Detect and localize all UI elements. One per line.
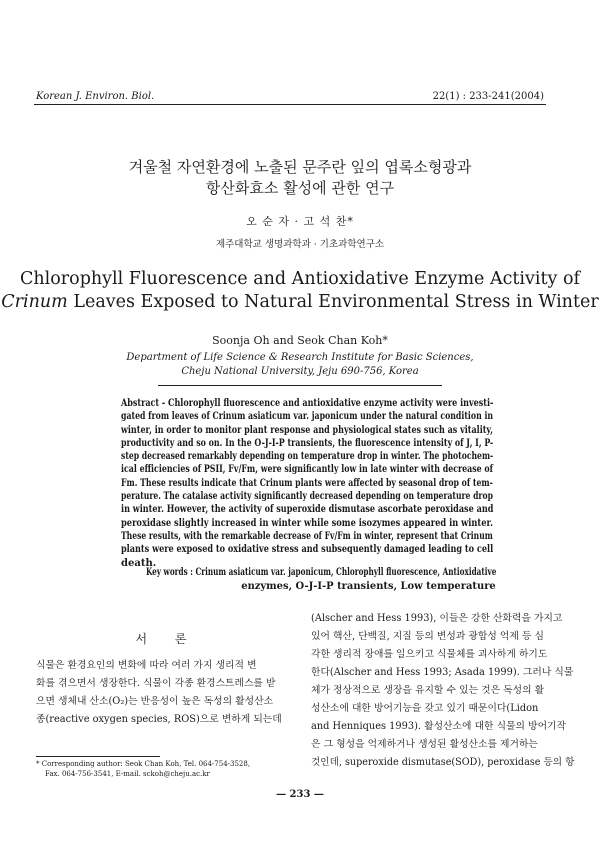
english-title-line2 — [0, 291, 600, 313]
abstract-line: death. — [121, 557, 157, 569]
body-line: 성산소에 대한 방어기능을 갖고 있기 때문이다(Lidon — [311, 703, 539, 714]
abstract-line: peroxidase slightly increased in winter while some isozymes appeared in winter. — [121, 517, 494, 529]
body-line: 화를 겪으면서 생장한다. 식물이 각종 환경스트레스를 받 — [36, 678, 276, 689]
body-right-column — [311, 610, 574, 772]
issue-info: 22(1) : 233-241(2004) — [432, 91, 544, 102]
abstract-line: winter, in order to monitor plant response and physiological states such as vitality, — [121, 424, 494, 436]
body-line: 으면 생체내 산소(O₂)는 반응성이 높은 독성의 활성산소 — [36, 696, 274, 707]
footnote-line1: * Corresponding author: Seok Chan Koh, Tel. 064-754-3528, — [36, 760, 251, 768]
english-title-line2-rest: Leaves Exposed to Natural Environmental Stress in Winter — [67, 292, 599, 312]
abstract-line: plants were exposed to oxidative stress and subsequently damaged leading to cell — [121, 544, 494, 556]
abstract-line: in winter. However, the activity of superoxide dismutase ascorbate peroxidase and — [121, 504, 494, 516]
header-rule — [34, 104, 546, 105]
keywords-line2: enzymes, O-J-I-P transients, Low temperature — [241, 580, 496, 592]
english-authors: Soonja Oh and Seok Chan Koh* — [212, 334, 388, 347]
korean-title-line1: 겨울철 자연환경에 노출된 문주란 잎의 엽록소형광과 — [128, 158, 472, 176]
body-line: 것인데, superoxide dismutase(SOD), peroxidase 등의 항 — [311, 757, 575, 768]
body-line: 한다(Alscher and Hess 1993; Asada 1999). 그러나 식물 — [311, 667, 574, 678]
section-heading: 서 론 — [135, 632, 199, 646]
english-affiliation-line1: Department of Life Science & Research Institute for Basic Sciences, — [126, 352, 474, 363]
body-line: 종(reactive oxygen species, ROS)으로 변하게 되는데 — [36, 714, 282, 725]
abstract-line: productivity and so on. In the O-J-I-P transients, the fluorescence intensity of J, I, P- — [121, 437, 494, 449]
abstract-line: These results, with the remarkable decrease of Fv/Fm in winter, represent that Crinum — [121, 530, 493, 542]
abstract-line: gated from leaves of Crinum asiaticum var. japonicum under the natural condition in — [121, 411, 494, 423]
body-line: and Henniques 1993). 활성산소에 대한 식물의 방어기작 — [311, 721, 566, 732]
body-line: 있어 핵산, 단백질, 지질 등의 변성과 광합성 억제 등 심 — [311, 631, 544, 642]
keywords-line1: Key words : Crinum asiaticum var. japonicum, Chlorophyll fluorescence, Antioxidative — [146, 567, 497, 578]
english-title-line1: Chlorophyll Fluorescence and Antioxidative Enzyme Activity of — [20, 269, 580, 289]
footnote-line2: Fax. 064-756-3541, E-mail. sckoh@cheju.ac.kr — [45, 769, 210, 778]
korean-title-line2: 항산화효소 활성에 관한 연구 — [205, 179, 395, 197]
body-line: 각한 생리적 장애를 일으키고 식물체를 괴사하게 하기도 — [311, 649, 548, 660]
abstract-rule — [158, 385, 442, 386]
footnote-rule — [36, 756, 160, 757]
english-affiliation-line2: Cheju National University, Jeju 690-756, Korea — [181, 366, 419, 377]
abstract-line: step decreased remarkably depending on temperature drop in winter. The photochem- — [121, 451, 494, 463]
keywords-block — [146, 566, 496, 593]
body-line: 체가 정상적으로 생장을 유지할 수 있는 것은 독성의 활 — [311, 685, 545, 696]
footnote — [36, 760, 298, 779]
body-left-column — [36, 657, 298, 729]
abstract-line: ical efficiencies of PSII, Fv/Fm, were significantly low in late winter with decrease of — [121, 464, 494, 476]
abstract-line: perature. The catalase activity significantly decreased depending on temperature drop — [121, 491, 493, 503]
korean-affiliation: 제주대학교 생명과학과 · 기초과학연구소 — [215, 239, 385, 250]
body-line: 은 그 형성을 억제하거나 생성된 활성산소를 제거하는 — [311, 739, 538, 750]
journal-name: Korean J. Environ. Biol. — [36, 91, 155, 102]
body-line: 식물은 환경요인의 변화에 따라 여러 가지 생리적 변 — [36, 660, 257, 671]
abstract-line: Fm. These results indicate that Crinum plants were affected by seasonal drop of tem- — [121, 477, 493, 489]
body-line: (Alscher and Hess 1993), 이들은 강한 산화력을 가지고 — [311, 613, 563, 624]
abstract-block — [121, 397, 493, 570]
korean-authors: 오 순 자 · 고 석 찬* — [246, 215, 354, 228]
abstract-line: Abstract - Chlorophyll fluorescence and antioxidative enzyme activity were investi- — [121, 398, 494, 409]
page-number: — 233 — — [276, 789, 324, 800]
english-title-genus: Crinum — [1, 292, 68, 312]
